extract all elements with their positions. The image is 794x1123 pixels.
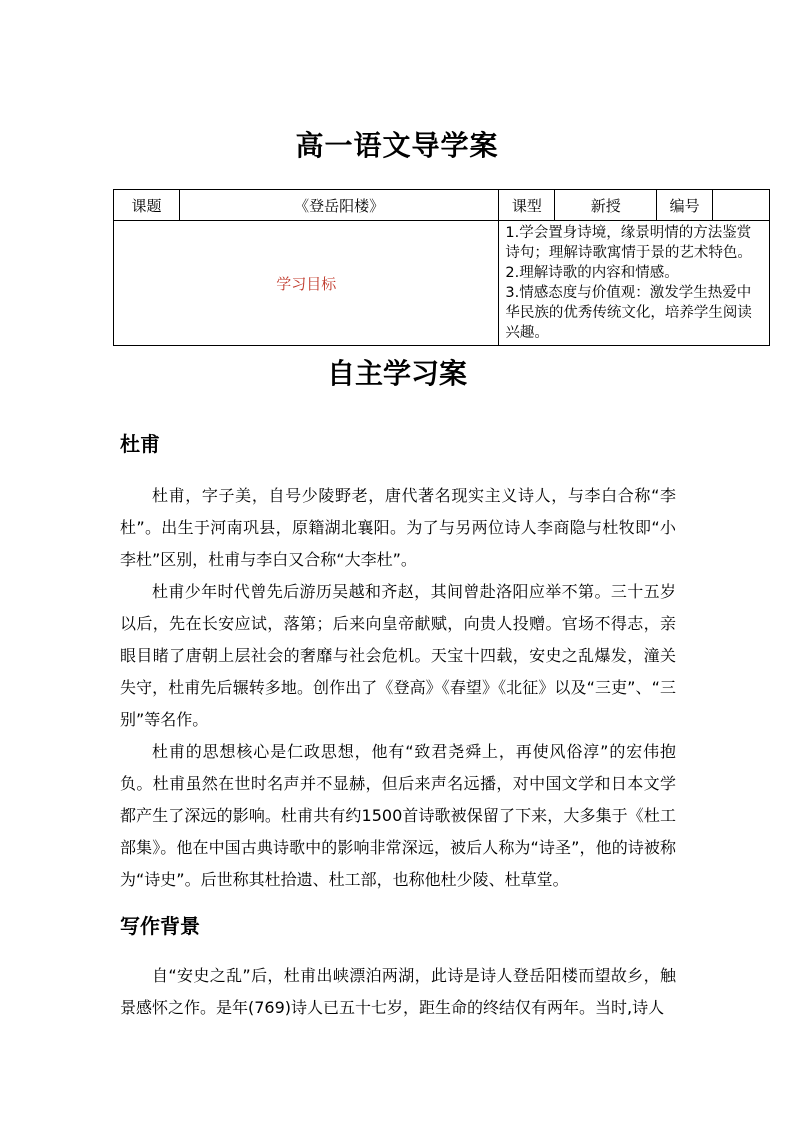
- type-label: 课型: [499, 190, 555, 221]
- number-value: [713, 190, 770, 221]
- author-heading: 杜甫: [120, 432, 160, 456]
- table-row: [114, 190, 770, 221]
- topic-value: 《登岳阳楼》: [179, 190, 498, 221]
- goal-item: 3.情感态度与价值观：激发学生热爱中华民族的优秀传统文化，培养学生阅读兴趣。: [505, 285, 752, 341]
- paragraph: 杜甫的思想核心是仁政思想，他有“致君尧舜上，再使风俗淳”的宏伟抱负。杜甫虽然在世时名声并不显赫，但后来声名远播，对中国文学和日本文学都产生了深远的影响。杜甫共有约1500首诗歌被保留了下来，大多集于《杜工部集》。他在中国古典诗歌中的影响非常深远，被后人称为“诗圣”，他的诗被称为“诗史”。后世称其杜拾遗、杜工部，也称他杜少陵、杜草堂。: [120, 742, 676, 889]
- type-value: 新授: [555, 190, 657, 221]
- author-body: [120, 480, 676, 896]
- table-row: [114, 221, 770, 346]
- background-body: [120, 960, 676, 1024]
- paragraph: 杜甫少年时代曾先后游历吴越和齐赵，其间曾赴洛阳应举不第。三十五岁以后，先在长安应试，落第；后来向皇帝献赋，向贵人投赠。官场不得志，亲眼目睹了唐朝上层社会的奢靡与社会危机。天宝十四载，安史之乱爆发，潼关失守，杜甫先后辗转多地。创作出了《登高》《春望》《北征》以及“三吏”、“三别”等名作。: [120, 582, 676, 729]
- section-title: 自主学习案: [326, 357, 467, 390]
- goals-cell: [499, 221, 770, 346]
- lesson-info-table: [113, 189, 770, 346]
- number-label: 编号: [657, 190, 713, 221]
- goals-label: 学习目标: [114, 221, 499, 346]
- goal-item: 1.学会置身诗境，缘景明情的方法鉴赏诗句；理解诗歌寓情于景的艺术特色。: [505, 225, 752, 261]
- background-heading: 写作背景: [120, 914, 200, 938]
- goal-item: 2.理解诗歌的内容和情感。: [505, 265, 679, 281]
- paragraph: 自“安史之乱”后，杜甫出峡漂泊两湖，此诗是诗人登岳阳楼而望故乡，触景感怀之作。是年(769)诗人已五十七岁，距生命的终结仅有两年。当时,诗人: [120, 966, 676, 1017]
- topic-label: 课题: [114, 190, 180, 221]
- paragraph: 杜甫，字子美，自号少陵野老，唐代著名现实主义诗人，与李白合称“李杜”。出生于河南巩县，原籍湖北襄阳。为了与另两位诗人李商隐与杜牧即“小李杜”区别，杜甫与李白又合称“大李杜”。: [120, 486, 676, 569]
- page-title: 高一语文导学案: [295, 129, 499, 162]
